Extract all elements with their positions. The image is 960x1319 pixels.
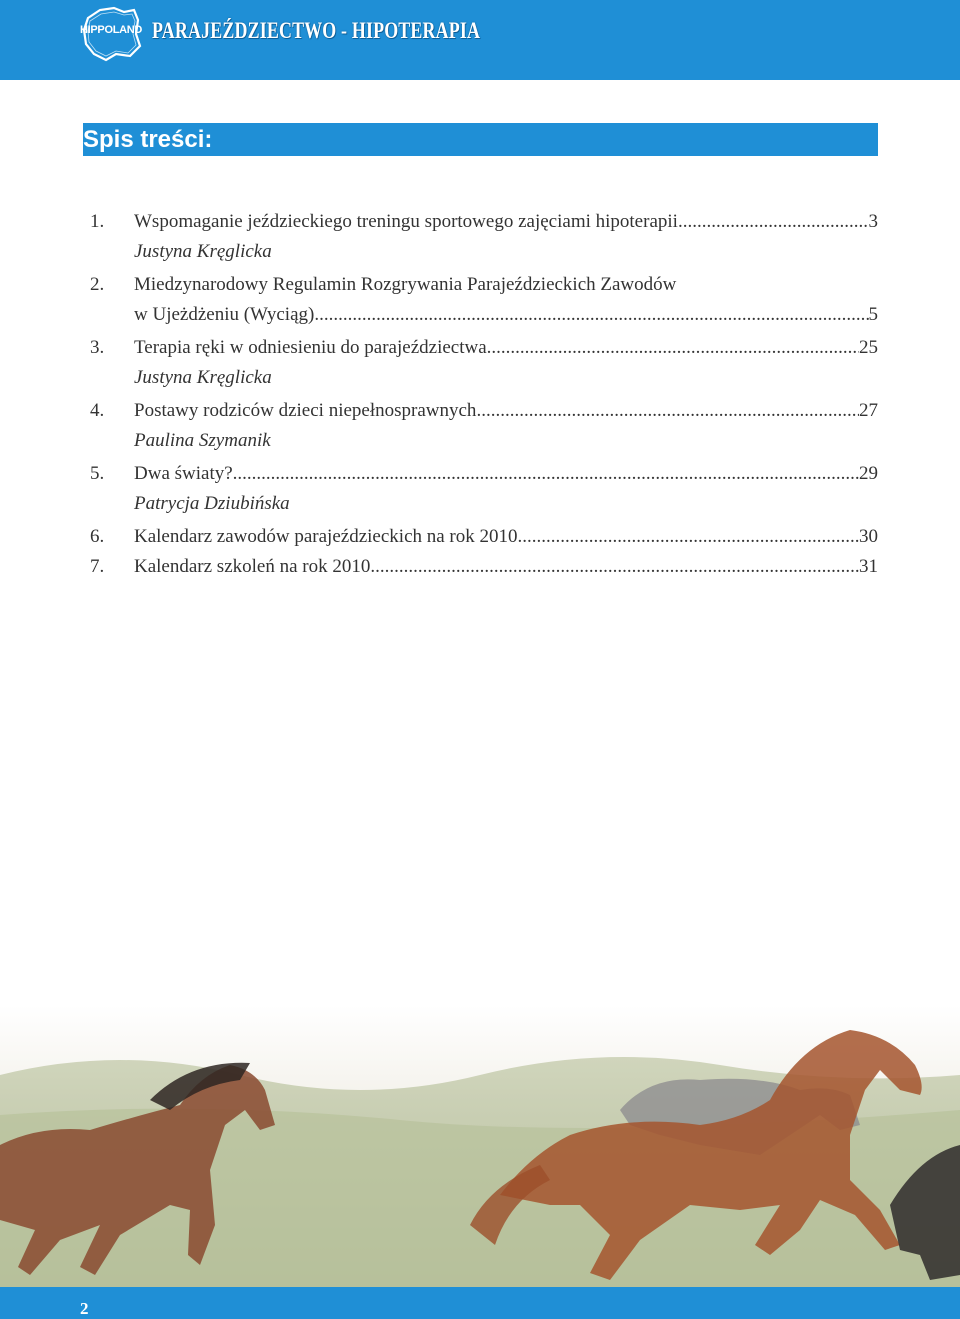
toc-title: Postawy rodziców dzieci niepełnosprawnych [134, 400, 477, 421]
toc-page: 29 [859, 463, 878, 484]
toc-number: 7. [90, 556, 105, 577]
toc-leader [518, 522, 859, 552]
table-of-contents [90, 207, 878, 582]
toc-entry-1[interactable] [90, 207, 878, 237]
toc-leader [314, 300, 868, 330]
page-number: 2 [80, 1299, 89, 1318]
footer-bar [0, 1287, 960, 1319]
toc-number: 3. [90, 337, 105, 358]
toc-entry-5[interactable] [90, 459, 878, 489]
section-bar [83, 123, 878, 156]
toc-author: Patrycja Dziubińska [134, 493, 290, 514]
logo-text: HIPPOLAND [80, 24, 143, 36]
toc-page: 5 [868, 304, 878, 325]
toc-entry-7[interactable] [90, 552, 878, 582]
toc-entry-4[interactable] [90, 396, 878, 426]
toc-leader [476, 396, 859, 426]
toc-number: 6. [90, 526, 105, 547]
hippoland-logo [80, 4, 142, 62]
toc-number: 5. [90, 463, 105, 484]
toc-page: 30 [859, 526, 878, 547]
toc-title: Dwa światy? [134, 463, 233, 484]
toc-page: 3 [868, 211, 878, 232]
toc-leader [233, 459, 859, 489]
toc-author: Justyna Kręglicka [134, 241, 272, 262]
toc-title: Miedzynarodowy Regulamin Rozgrywania Parajeździeckich Zawodów [134, 274, 677, 295]
toc-page: 25 [859, 337, 878, 358]
toc-number: 2. [90, 274, 105, 295]
toc-author: Justyna Kręglicka [134, 367, 272, 388]
toc-leader [370, 552, 859, 582]
toc-leader [678, 207, 869, 237]
toc-entry-6[interactable] [90, 522, 878, 552]
brand-title: PARAJEŹDZIECTWO - HIPOTERAPIA [152, 18, 481, 43]
toc-title: Wspomaganie jeździeckiego treningu sportowego zajęciami hipoterapii [134, 211, 678, 232]
toc-number: 1. [90, 211, 105, 232]
page-title: Spis treści: [83, 126, 213, 153]
toc-entry-2[interactable] [90, 270, 878, 300]
toc-number: 4. [90, 400, 105, 421]
toc-author: Paulina Szymanik [134, 430, 271, 451]
toc-page: 27 [859, 400, 878, 421]
toc-title: Kalendarz szkoleń na rok 2010 [134, 556, 371, 577]
toc-entry-3[interactable] [90, 333, 878, 363]
header-bar [0, 0, 960, 80]
horses-photo [0, 1005, 960, 1295]
toc-page: 31 [859, 556, 878, 577]
toc-title-cont: w Ujeżdżeniu (Wyciąg) [134, 304, 315, 325]
toc-title: Terapia ręki w odniesieniu do parajeździectwa [134, 337, 487, 358]
toc-title: Kalendarz zawodów parajeździeckich na rok 2010 [134, 526, 518, 547]
toc-leader [487, 333, 859, 363]
toc-entry-2-cont[interactable] [90, 300, 878, 330]
